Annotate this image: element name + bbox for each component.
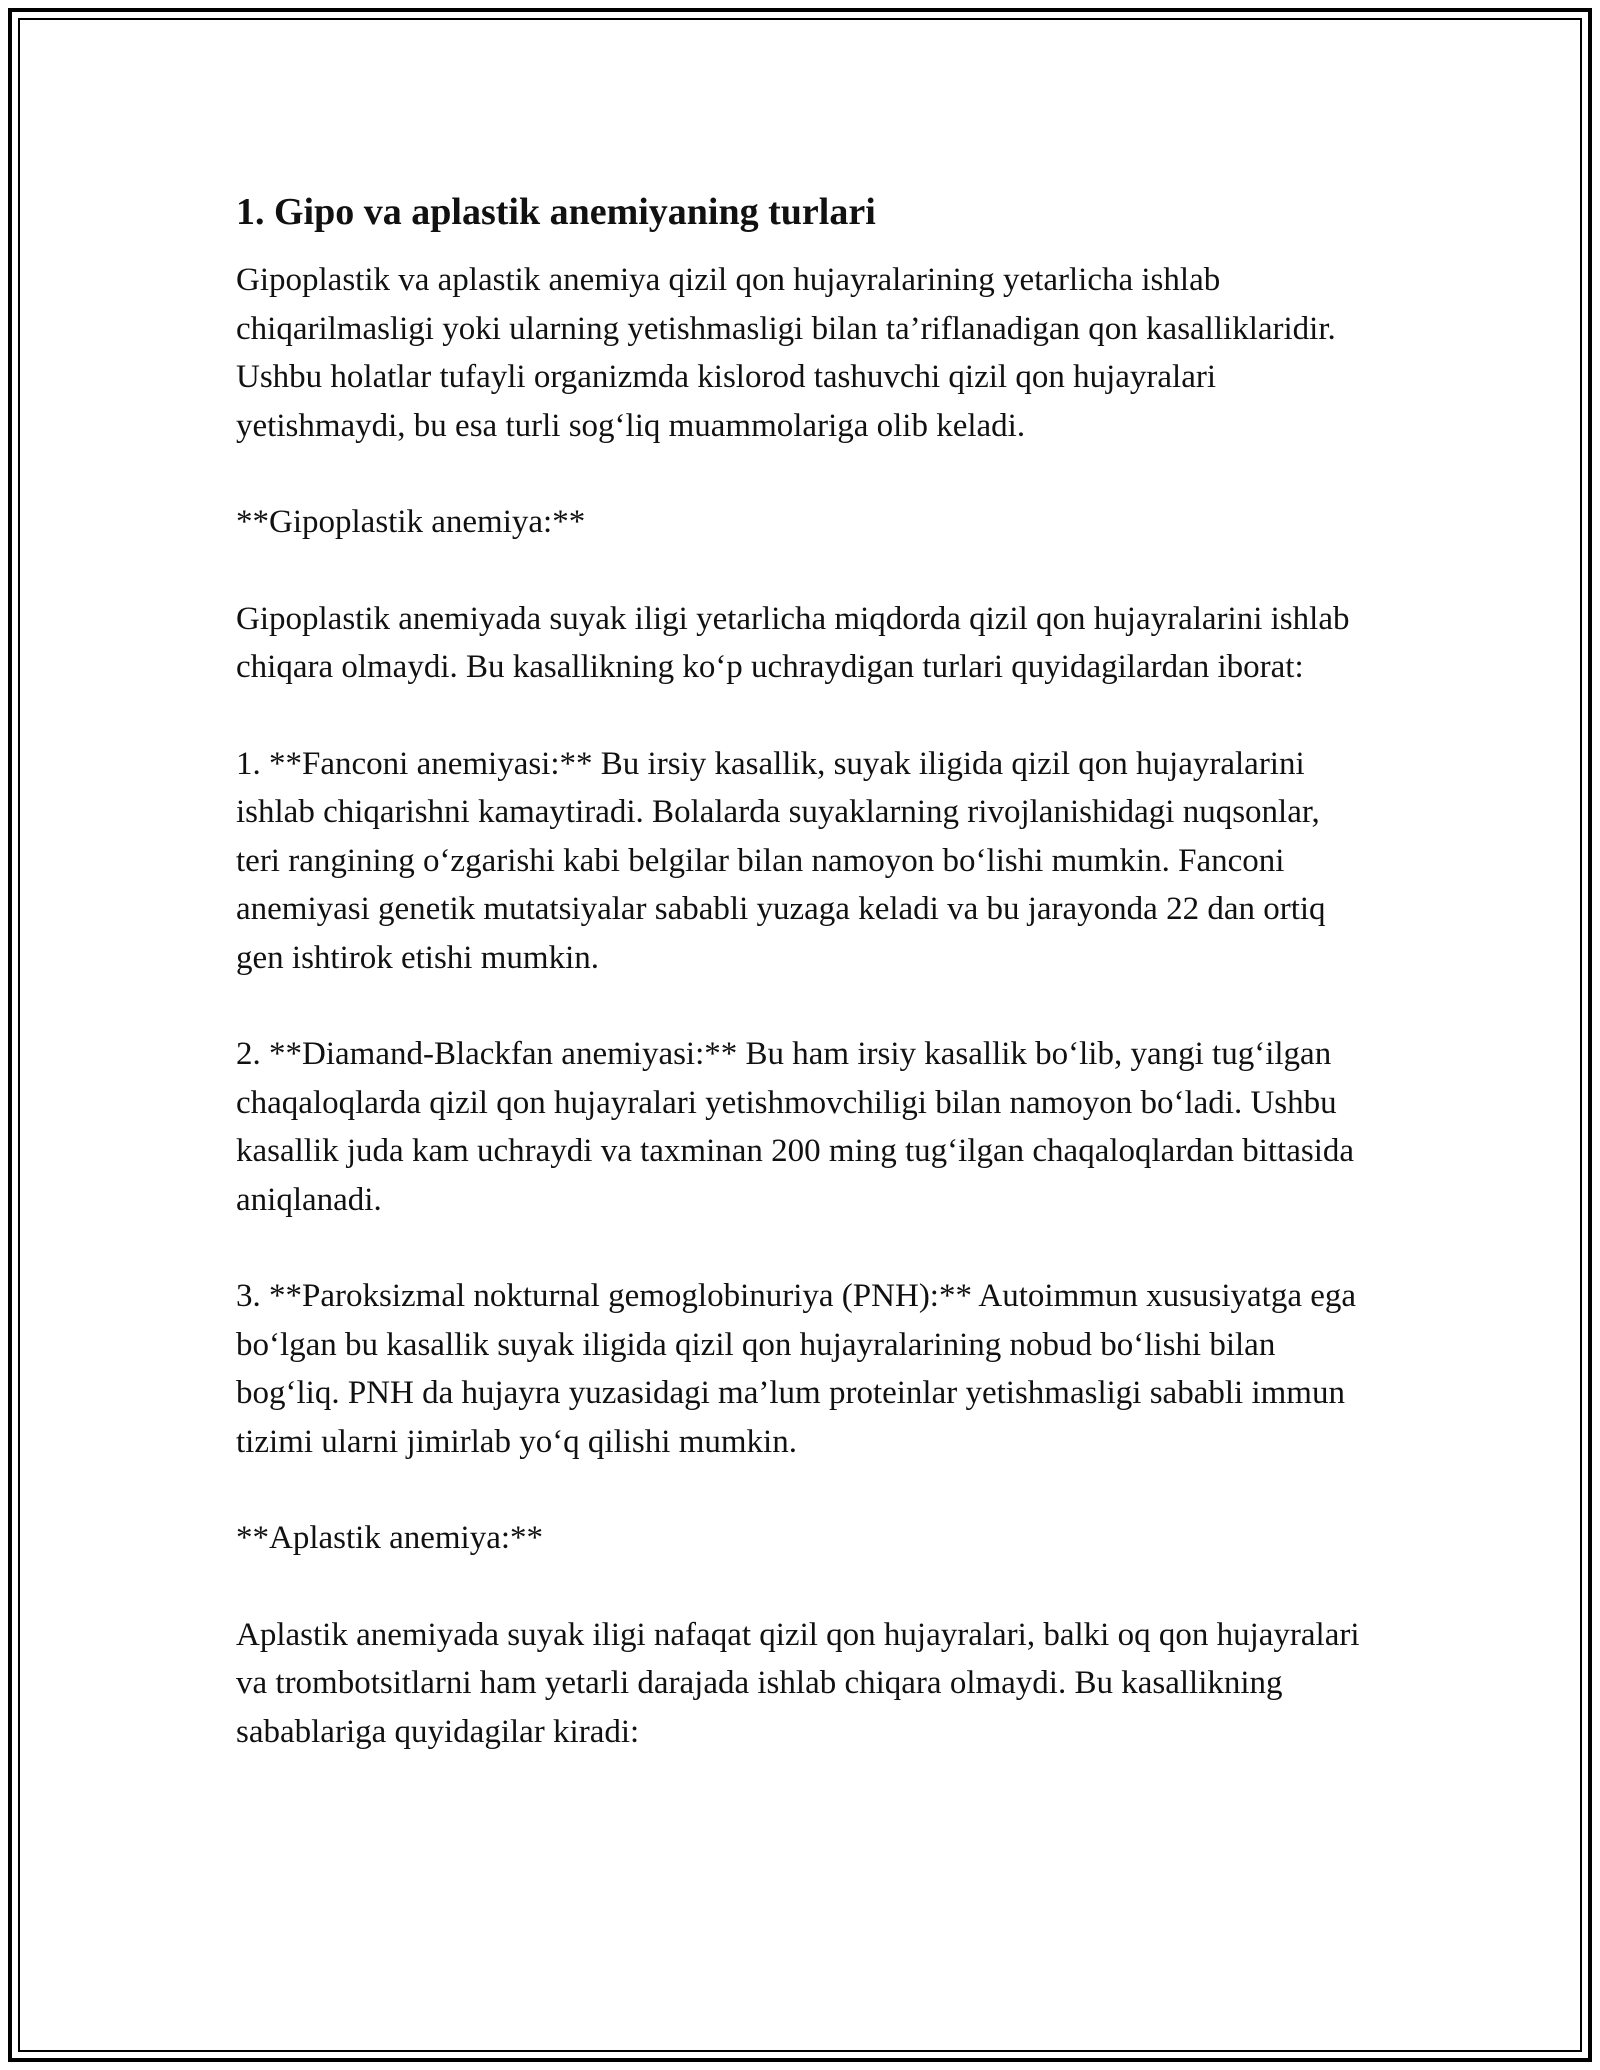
paragraph-intro: Gipoplastik va aplastik anemiya qizil qon hujayralarining yetarlicha ishlab chiqarilmasligi yoki ularning yetishmasligi bilan ta’riflanadigan qon kasalliklaridir. Ushbu holatlar tufayli organizmda kislorod tashuvchi qizil qon hujayralari yetishmaydi, bu esa turli sog‘liq muammolariga olib keladi. <box>236 262 1336 444</box>
section-heading-hypoplastic: **Gipoplastik anemiya:** <box>236 504 586 540</box>
document-body <box>236 186 1366 1804</box>
section-heading-aplastic: **Aplastik anemiya:** <box>236 1520 544 1556</box>
paragraph-aplastic-intro: Aplastik anemiyada suyak iligi nafaqat qizil qon hujayralari, balki oq qon hujayralari va trombotsitlarni ham yetarli darajada ishlab chiqara olmaydi. Bu kasallikning sabablariga quyidagilar kiradi: <box>236 1616 1360 1750</box>
list-item-pnh: 3. **Paroksizmal nokturnal gemoglobinuriya (PNH):** Autoimmun xususiyatga ega bo‘lgan bu kasallik suyak iligida qizil qon hujayralarining nobud bo‘lishi bilan bog‘liq. PNH da hujayra yuzasidagi ma’lum proteinlar yetishmasligi sababli immun tizimi ularni jimirlab yo‘q qilishi mumkin. <box>236 1278 1357 1460</box>
list-item-diamond-blackfan: 2. **Diamand-Blackfan anemiyasi:** Bu ham irsiy kasallik bo‘lib, yangi tug‘ilgan chaqaloqlarda qizil qon hujayralari yetishmovchiligi bilan namoyon bo‘ladi. Ushbu kasallik juda kam uchraydi va taxminan 200 ming tug‘ilgan chaqaloqlardan bittasida aniqlanadi. <box>236 1036 1355 1218</box>
document-title: 1. Gipo va aplastik anemiyaning turlari <box>236 191 876 233</box>
paragraph-hypoplastic-intro: Gipoplastik anemiyada suyak iligi yetarlicha miqdorda qizil qon hujayralarini ishlab chiqara olmaydi. Bu kasallikning ko‘p uchraydigan turlari quyidagilardan iborat: <box>236 600 1350 685</box>
list-item-fanconi: 1. **Fanconi anemiyasi:** Bu irsiy kasallik, suyak iligida qizil qon hujayralarini ishlab chiqarishni kamaytiradi. Bolalarda suyaklarning rivojlanishidagi nuqsonlar, teri rangining o‘zgarishi kabi belgilar bilan namoyon bo‘lishi mumkin. Fanconi anemiyasi genetik mutatsiyalar sababli yuzaga keladi va bu jarayonda 22 dan ortiq gen ishtirok etishi mumkin. <box>236 745 1326 976</box>
